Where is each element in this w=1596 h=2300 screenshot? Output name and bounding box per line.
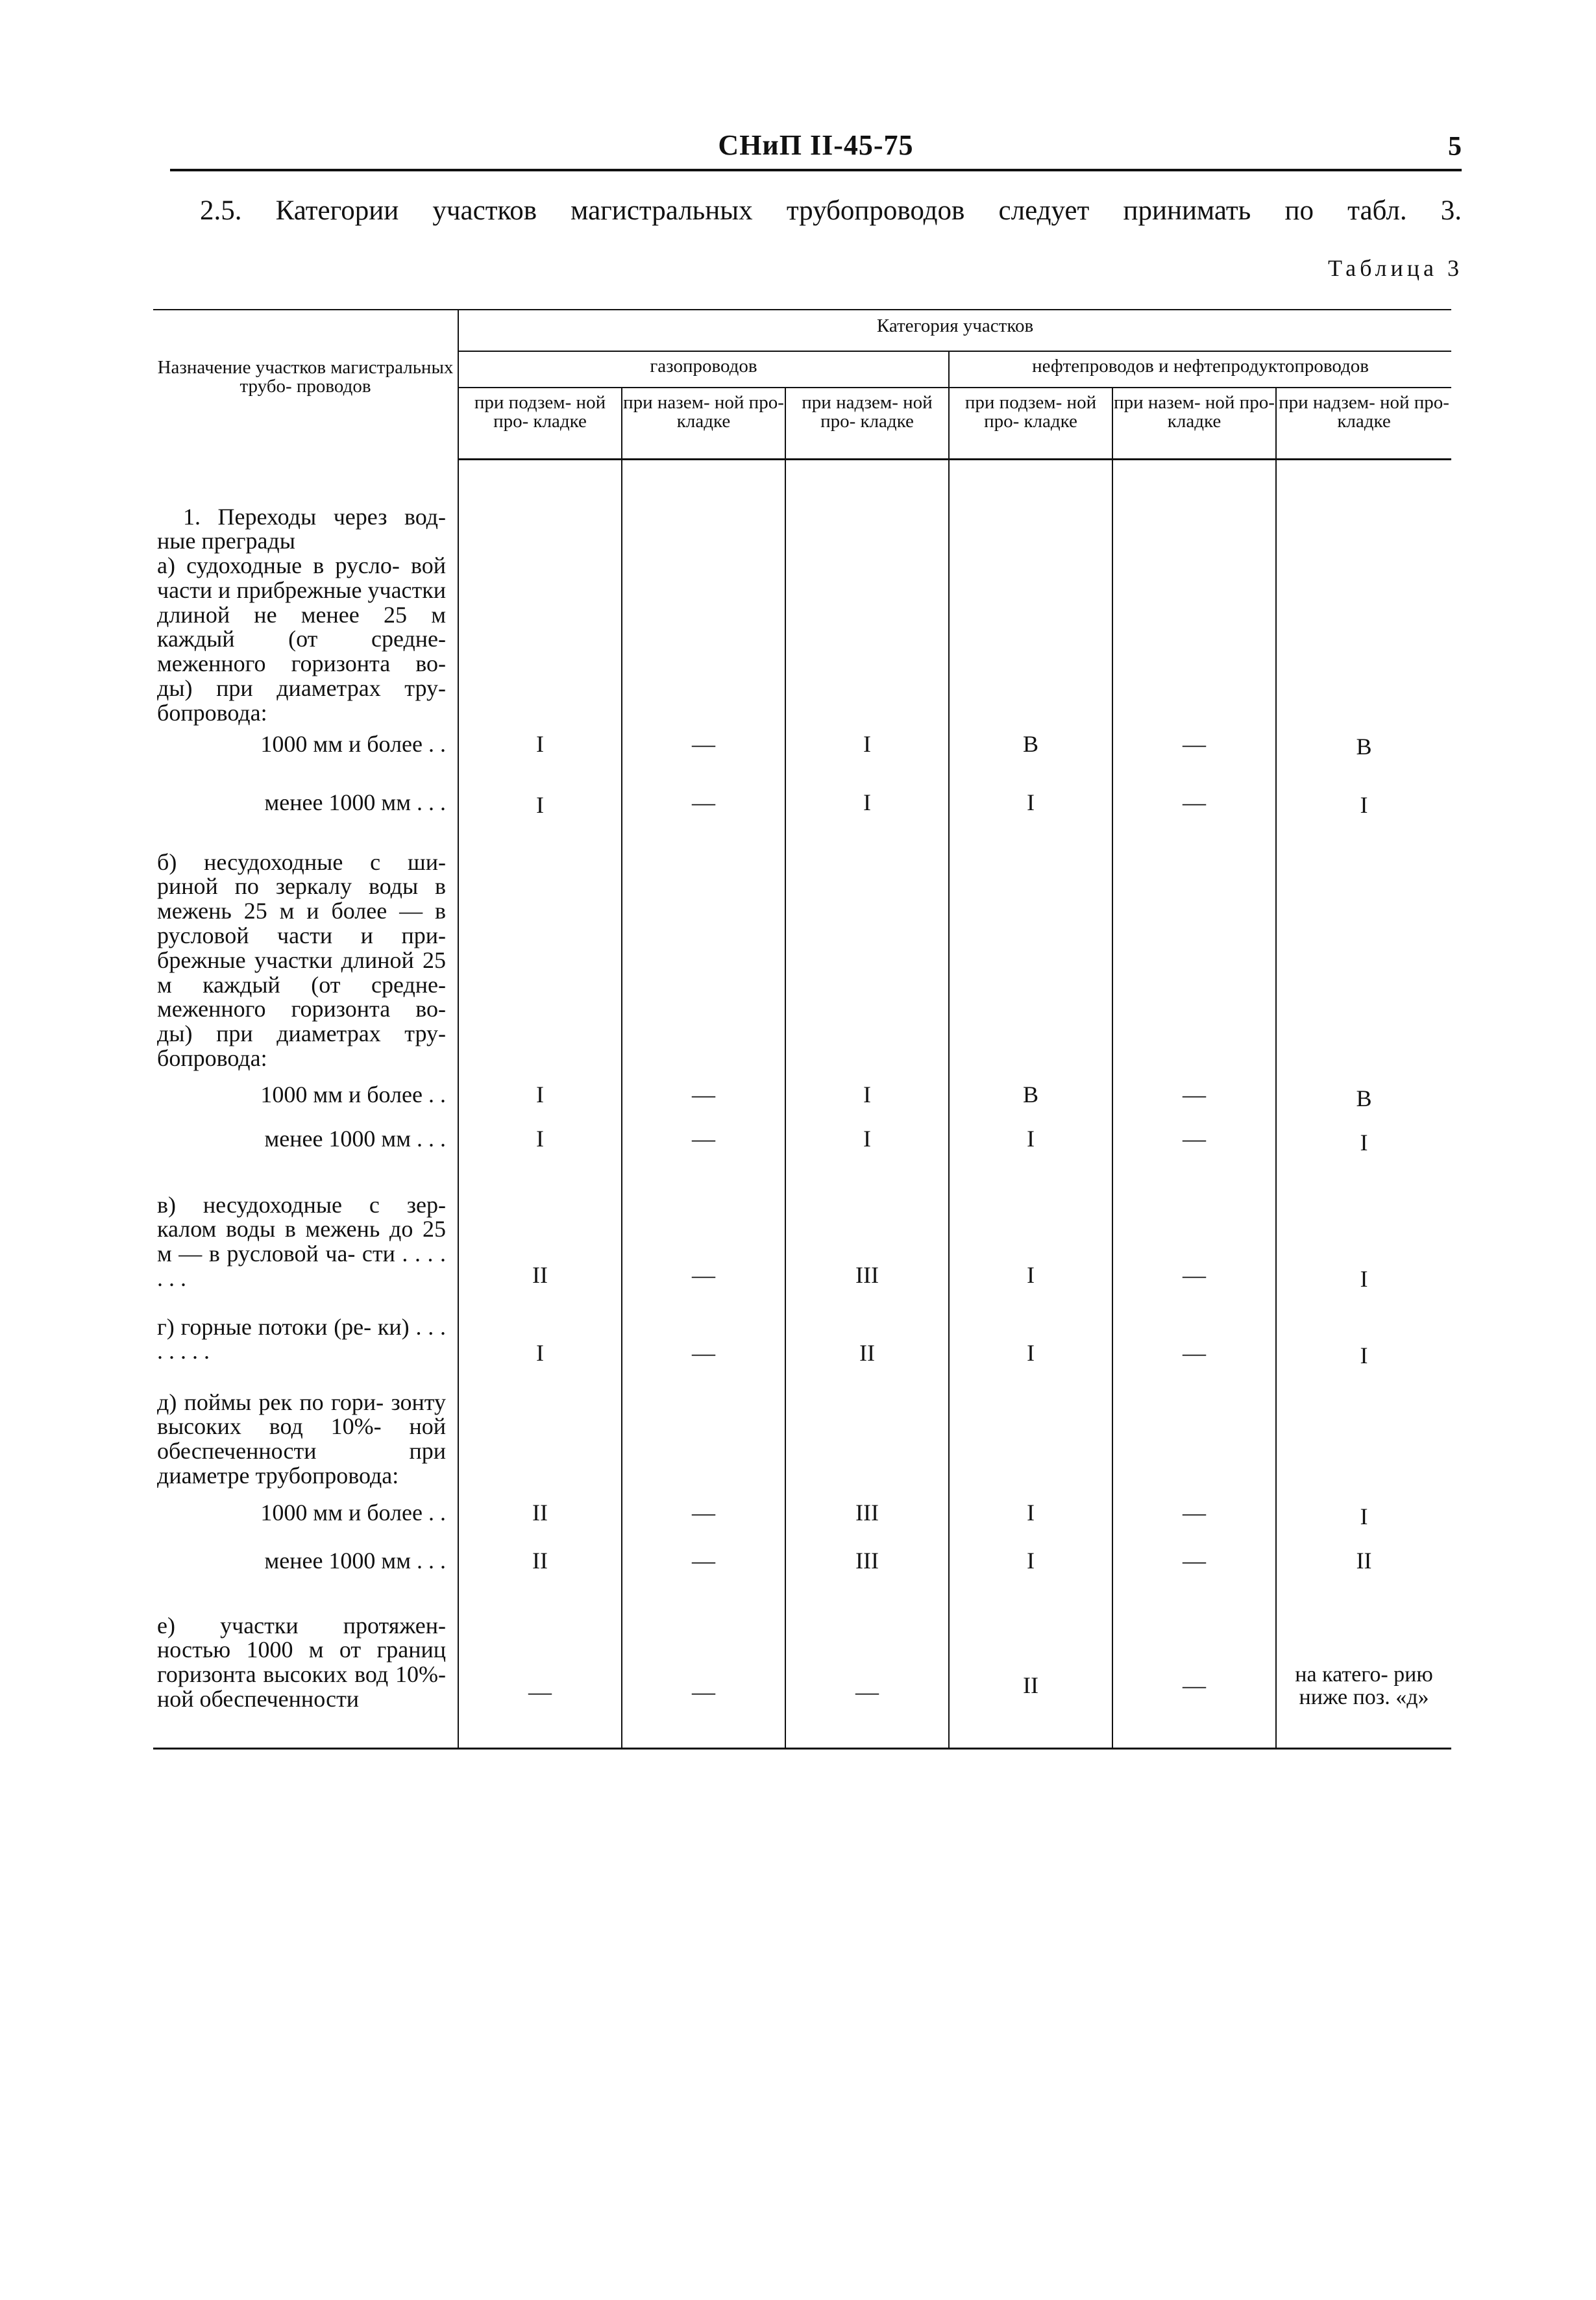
- table-cell: I: [458, 785, 622, 840]
- row-label: 1000 мм и более . .: [153, 1501, 458, 1549]
- table-row: [153, 1381, 1451, 1501]
- table-cell: I: [785, 1083, 949, 1127]
- subheader-oil-above: при надзем- ной про- кладке: [1276, 388, 1451, 460]
- table-row: [153, 554, 1451, 726]
- table-cell: I: [1360, 1503, 1368, 1529]
- table-cell: I: [458, 726, 622, 785]
- table-row: [153, 726, 1451, 785]
- table-cell: I: [1360, 1129, 1368, 1156]
- table-label: Таблица 3: [1328, 255, 1463, 281]
- table-cell: I: [458, 1315, 622, 1381]
- table-cell: III: [785, 1501, 949, 1549]
- table-cell: —: [622, 785, 785, 840]
- categories-table: [153, 309, 1451, 1750]
- table-cell: B: [949, 726, 1112, 785]
- row-label: 1000 мм и более . .: [153, 1083, 458, 1127]
- table-cell: II: [458, 1501, 622, 1549]
- table-cell: I: [949, 1549, 1112, 1609]
- table-cell: II: [458, 1188, 622, 1315]
- table-cell: I: [1360, 1265, 1368, 1292]
- table-cell: II: [1356, 1547, 1372, 1574]
- table-cell: I: [785, 785, 949, 840]
- table-row: [153, 840, 1451, 1083]
- table-cell: II: [785, 1315, 949, 1381]
- row-label: б) несудоходные с ши- риной по зеркалу воды в межень 25 м и более — в русловой части и при- брежные участки длиной 25 м каждый (от средне- меженного горизонта во- ды) при диаметрах тру- бопровода:: [153, 840, 458, 1083]
- table-cell: —: [458, 1609, 622, 1725]
- table-cell: III: [785, 1549, 949, 1609]
- table-row: [153, 1549, 1451, 1609]
- table-cell: —: [1112, 1188, 1276, 1315]
- row-label: менее 1000 мм . . .: [153, 1549, 458, 1609]
- table-cell: II: [949, 1609, 1112, 1725]
- row-label: менее 1000 мм . . .: [153, 785, 458, 840]
- table-row: [153, 1083, 1451, 1127]
- table-cell: I: [785, 726, 949, 785]
- table-row: [153, 1501, 1451, 1549]
- subheader-oil-ground: при назем- ной про- кладке: [1112, 388, 1276, 460]
- table-cell: на катего- рию ниже поз. «д»: [1295, 1662, 1433, 1710]
- row-label: д) поймы рек по гори- зонту высоких вод 10%- ной обеспеченности при диаметре трубопровода:: [153, 1381, 458, 1501]
- table-cell: III: [785, 1188, 949, 1315]
- document-code: СНиП II-45-75: [718, 129, 914, 161]
- row-label: 1. Переходы через вод- ные преграды: [153, 460, 458, 554]
- table-cell: —: [1112, 1315, 1276, 1381]
- table-cell: —: [622, 1083, 785, 1127]
- table-cell: —: [622, 1188, 785, 1315]
- subheader-gas-above: при надзем- ной про- кладке: [785, 388, 949, 460]
- table-cell: II: [458, 1549, 622, 1609]
- table-cell: —: [622, 1127, 785, 1188]
- row-label: а) судоходные в русло- вой части и прибрежные участки длиной не менее 25 м каждый (от средне- меженного горизонта во- ды) при диаметрах тру- бопровода:: [153, 554, 458, 726]
- table-row: [153, 460, 1451, 554]
- table-cell: —: [1112, 785, 1276, 840]
- table-cell: I: [785, 1127, 949, 1188]
- page-number: 5: [1448, 132, 1462, 162]
- row-label: менее 1000 мм . . .: [153, 1127, 458, 1188]
- table-cell: —: [622, 1501, 785, 1549]
- table-cell: —: [622, 1549, 785, 1609]
- table-cell: —: [1112, 726, 1276, 785]
- table-cell: B: [1356, 733, 1372, 760]
- table-cell: I: [949, 1188, 1112, 1315]
- table-cell: —: [1112, 1501, 1276, 1549]
- table-cell: —: [1112, 1127, 1276, 1188]
- table-row: [153, 1609, 1451, 1725]
- table-row: [153, 785, 1451, 840]
- table-cell: —: [785, 1609, 949, 1725]
- first-column-header: Назначение участков магистральных трубо- проводов: [153, 310, 458, 460]
- subheader-gas-ground: при назем- ной про- кладке: [622, 388, 785, 460]
- table-cell: B: [949, 1083, 1112, 1127]
- subheader-gas-underground: при подзем- ной про- кладке: [458, 388, 622, 460]
- table-cell: —: [622, 726, 785, 785]
- category-header: Категория участков: [458, 310, 1451, 351]
- table-cell: I: [949, 785, 1112, 840]
- table-cell: I: [1360, 1342, 1368, 1368]
- table-row: [153, 1127, 1451, 1188]
- subheader-oil-underground: при подзем- ной про- кладке: [949, 388, 1112, 460]
- table-cell: I: [458, 1083, 622, 1127]
- row-label: в) несудоходные с зер- калом воды в межень до 25 м — в русловой ча- сти . . . . . . .: [153, 1188, 458, 1315]
- table-cell: —: [622, 1315, 785, 1381]
- row-label: г) горные потоки (ре- ки) . . . . . . . .: [153, 1315, 458, 1381]
- table-cell: B: [1356, 1085, 1372, 1111]
- table-cell: I: [1360, 791, 1368, 818]
- table-cell: I: [949, 1501, 1112, 1549]
- table-row: [153, 1315, 1451, 1381]
- intro-paragraph: 2.5. Категории участков магистральных трубопроводов следует принимать по табл. 3.: [200, 195, 1462, 226]
- group-header-oil: нефтепроводов и нефтепродуктопроводов: [949, 351, 1451, 388]
- page-header: [170, 123, 1462, 171]
- table-row: [153, 1188, 1451, 1315]
- table-cell: I: [949, 1127, 1112, 1188]
- row-label: е) участки протяжен- ностью 1000 м от границ горизонта высоких вод 10%-ной обеспеченности: [153, 1609, 458, 1725]
- table-cell: —: [1112, 1083, 1276, 1127]
- table-cell: —: [622, 1609, 785, 1725]
- group-header-gas: газопроводов: [458, 351, 949, 388]
- table-cell: I: [949, 1315, 1112, 1381]
- table-cell: —: [1112, 1549, 1276, 1609]
- table-bottom-rule: [153, 1725, 1451, 1749]
- table-cell: —: [1112, 1609, 1276, 1725]
- table-cell: I: [458, 1127, 622, 1188]
- row-label: 1000 мм и более . .: [153, 726, 458, 785]
